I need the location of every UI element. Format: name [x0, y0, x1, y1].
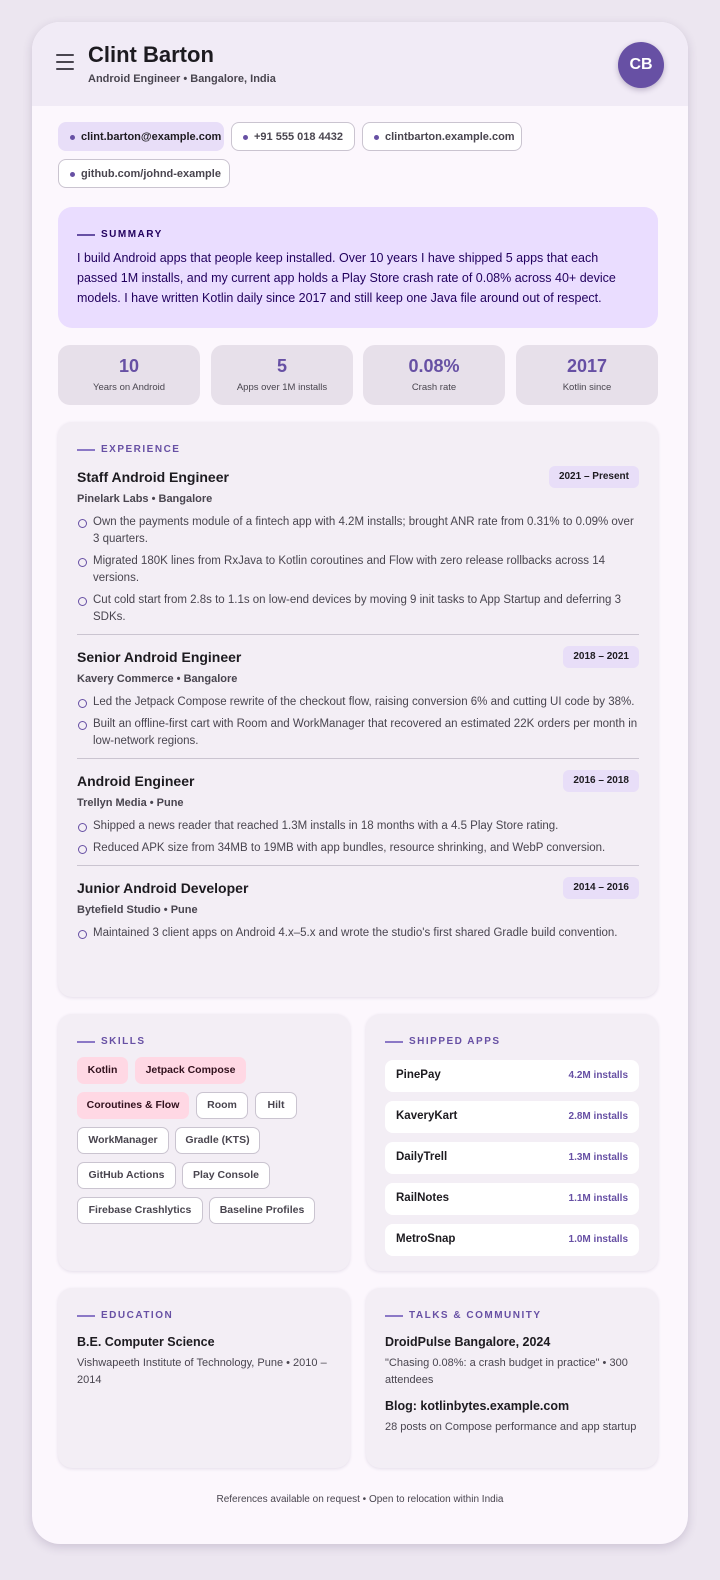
- section-label: TALKS & COMMUNITY: [385, 1310, 639, 1321]
- app-installs: 1.3M installs: [568, 1152, 628, 1163]
- job-bullet: Shipped a news reader that reached 1.3M installs in 18 months with a 4.5 Play Store rating.: [77, 818, 639, 835]
- section-label: EDUCATION: [77, 1310, 331, 1321]
- talk-detail: "Chasing 0.08%: a crash budget in practice" • 300 attendees: [385, 1357, 628, 1386]
- stat-label: Years on Android: [92, 382, 165, 393]
- footer-note: References available on request • Open to relocation within India: [216, 1494, 504, 1505]
- job-dates: 2016 – 2018: [563, 770, 639, 792]
- talk-title: DroidPulse Bangalore, 2024: [385, 1335, 551, 1349]
- job-company: Trellyn Media • Pune: [77, 797, 184, 809]
- ring-icon: [78, 845, 87, 854]
- stat-label: Crash rate: [411, 382, 457, 393]
- job-entry: [77, 773, 639, 857]
- skill-chip[interactable]: Hilt: [255, 1092, 297, 1119]
- app-installs: 2.8M installs: [568, 1111, 628, 1122]
- summary-text: I build Android apps that people keep installed. Over 10 years I have shipped 5 apps that each passed 1M installs, and my current app holds a Play Store crash rate of 0.08% across 40+ device models. I have written Kotlin daily since 2017 and still keep one Java file around out of respect.: [77, 251, 616, 305]
- ring-icon: [78, 721, 87, 730]
- skill-chip[interactable]: Play Console: [182, 1162, 270, 1189]
- dot-icon: [70, 172, 75, 177]
- app-installs: 1.1M installs: [568, 1193, 628, 1204]
- experience-section: [58, 422, 658, 997]
- contact-chip-label: github.com/johnd-example: [81, 167, 221, 180]
- job-bullet: Built an offline-first cart with Room and WorkManager that recovered an estimated 22K orders per month in low-network regions.: [77, 716, 639, 750]
- ring-icon: [78, 519, 87, 528]
- stat-label: Kotlin since: [562, 382, 612, 393]
- skill-chip[interactable]: Firebase Crashlytics: [77, 1197, 203, 1224]
- section-label: EXPERIENCE: [77, 444, 639, 455]
- dot-icon: [243, 135, 248, 140]
- stat-value: 10: [118, 356, 140, 376]
- skill-chip[interactable]: Jetpack Compose: [135, 1057, 246, 1084]
- app-row[interactable]: [385, 1224, 639, 1256]
- contact-chip-label: clintbarton.example.com: [385, 130, 515, 143]
- job-dates: 2018 – 2021: [563, 646, 639, 668]
- app-name: KaveryKart: [396, 1110, 458, 1122]
- job-title: Staff Android Engineer: [77, 469, 229, 485]
- stat-card: [516, 345, 658, 405]
- job-title: Junior Android Developer: [77, 880, 249, 896]
- contact-chip-website[interactable]: [362, 122, 522, 151]
- education-section: [58, 1288, 350, 1468]
- degree-title: B.E. Computer Science: [77, 1335, 215, 1349]
- divider: [77, 865, 639, 866]
- ring-icon: [78, 699, 87, 708]
- job-company: Kavery Commerce • Bangalore: [77, 673, 238, 685]
- contact-chip-label: +91 555 018 4432: [254, 130, 344, 143]
- skill-chip[interactable]: Coroutines & Flow: [77, 1092, 189, 1119]
- app-name: MetroSnap: [396, 1233, 456, 1245]
- contact-chip-label: clint.barton@example.com: [81, 130, 222, 143]
- skill-chip[interactable]: Kotlin: [77, 1057, 128, 1084]
- skill-chip[interactable]: GitHub Actions: [77, 1162, 176, 1189]
- section-label: SKILLS: [77, 1036, 331, 1047]
- job-company: Pinelark Labs • Bangalore: [77, 493, 213, 505]
- stat-value: 2017: [566, 356, 608, 376]
- shipped-apps-section: [366, 1014, 658, 1271]
- stats-row: [58, 345, 658, 405]
- resume-card: [32, 22, 688, 1544]
- section-label: SHIPPED APPS: [385, 1036, 639, 1047]
- stat-card: [363, 345, 505, 405]
- app-row[interactable]: [385, 1060, 639, 1092]
- stat-card: [58, 345, 200, 405]
- ring-icon: [78, 930, 87, 939]
- summary-section: [58, 207, 658, 328]
- talk-title: Blog: kotlinbytes.example.com: [385, 1399, 570, 1413]
- skill-chip[interactable]: Gradle (KTS): [175, 1127, 260, 1154]
- ring-icon: [78, 823, 87, 832]
- dot-icon: [70, 135, 75, 140]
- candidate-role: Android Engineer • Bangalore, India: [88, 73, 276, 85]
- app-name: PinePay: [396, 1069, 441, 1081]
- top-app-bar: [32, 22, 688, 106]
- job-bullet: Reduced APK size from 34MB to 19MB with app bundles, resource shrinking, and WebP conversion.: [77, 840, 639, 857]
- talk-detail: 28 posts on Compose performance and app startup: [385, 1421, 637, 1433]
- job-bullet: Own the payments module of a fintech app with 4.2M installs; brought ANR rate from 0.31% to 0.09% over 3 quarters.: [77, 514, 639, 548]
- candidate-name: Clint Barton: [88, 42, 214, 67]
- job-bullet: Maintained 3 client apps on Android 4.x–5.x and wrote the studio's first shared Gradle build convention.: [77, 925, 639, 942]
- menu-icon[interactable]: [56, 54, 74, 70]
- job-company: Bytefield Studio • Pune: [77, 904, 198, 916]
- job-entry: [77, 649, 639, 750]
- talks-section: [366, 1288, 658, 1468]
- stat-value: 5: [276, 356, 287, 376]
- app-name: DailyTrell: [396, 1151, 448, 1163]
- job-bullet: Cut cold start from 2.8s to 1.1s on low-end devices by moving 9 init tasks to App Startup and deferring 3 SDKs.: [77, 592, 639, 626]
- stat-label: Apps over 1M installs: [236, 382, 328, 393]
- job-title: Senior Android Engineer: [77, 649, 242, 665]
- job-dates: 2021 – Present: [549, 466, 639, 488]
- stat-card: [211, 345, 353, 405]
- app-row[interactable]: [385, 1142, 639, 1174]
- skill-chip[interactable]: Baseline Profiles: [209, 1197, 315, 1224]
- job-bullet: Migrated 180K lines from RxJava to Kotlin coroutines and Flow with zero release rollbacks across 14 versions.: [77, 553, 639, 587]
- stat-value: 0.08%: [408, 356, 460, 376]
- app-row[interactable]: [385, 1101, 639, 1133]
- ring-icon: [78, 597, 87, 606]
- skill-chip[interactable]: WorkManager: [77, 1127, 169, 1154]
- app-installs: 4.2M installs: [568, 1070, 628, 1081]
- school-detail: Vishwapeeth Institute of Technology, Pune • 2010 – 2014: [77, 1357, 327, 1386]
- app-row[interactable]: [385, 1183, 639, 1215]
- job-title: Android Engineer: [77, 773, 195, 789]
- skill-chip[interactable]: Room: [196, 1092, 248, 1119]
- divider: [77, 634, 639, 635]
- job-bullet: Led the Jetpack Compose rewrite of the checkout flow, raising conversion 6% and cutting UI code by 38%.: [77, 694, 639, 711]
- divider: [77, 758, 639, 759]
- skills-section: [58, 1014, 350, 1271]
- section-label: SUMMARY: [77, 229, 639, 240]
- contact-chip-email[interactable]: [58, 122, 224, 151]
- app-installs: 1.0M installs: [568, 1234, 628, 1245]
- contact-chip-github[interactable]: [58, 159, 230, 188]
- job-entry: [77, 880, 639, 942]
- app-name: RailNotes: [396, 1192, 450, 1204]
- ring-icon: [78, 558, 87, 567]
- avatar[interactable]: CB: [618, 42, 664, 88]
- contact-chip-phone[interactable]: [231, 122, 355, 151]
- dot-icon: [374, 135, 379, 140]
- job-entry: [77, 469, 639, 626]
- job-dates: 2014 – 2016: [563, 877, 639, 899]
- skills-chip-group: [77, 1057, 331, 1227]
